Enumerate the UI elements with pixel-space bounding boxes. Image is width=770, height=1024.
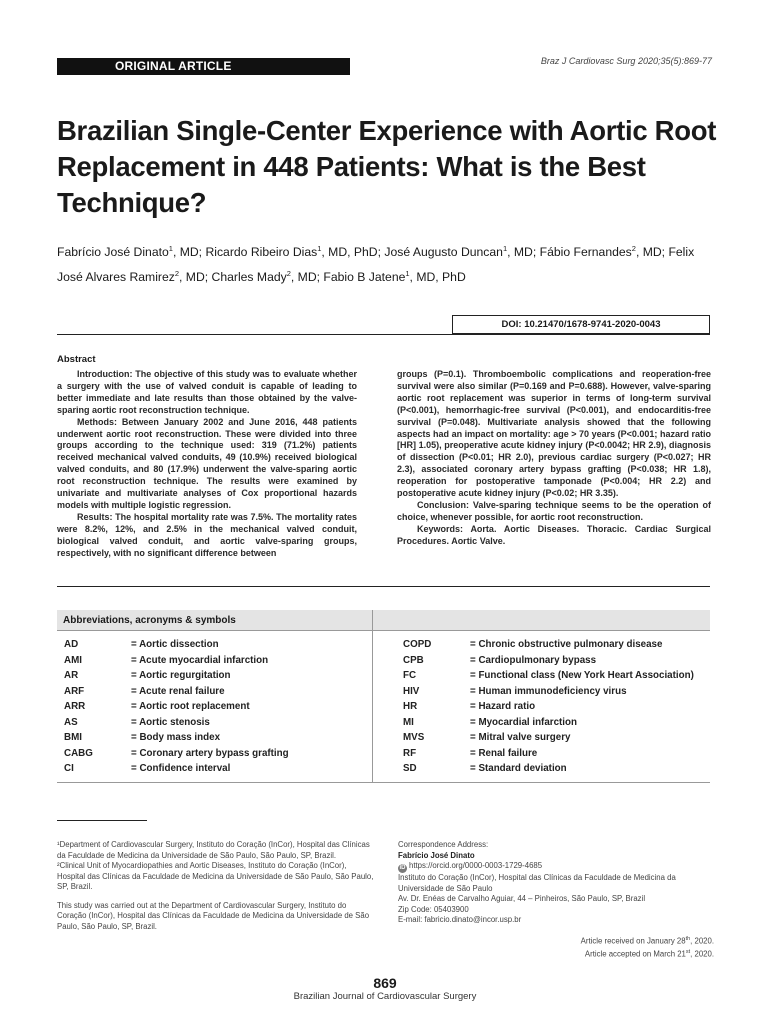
abbreviation-row [64, 730, 289, 746]
abbreviation-definition: = Cardiopulmonary bypass [470, 654, 597, 666]
correspondence-street: Av. Dr. Enéas de Carvalho Aguiar, 44 – Pinheiros, São Paulo, SP, Brazil [398, 894, 646, 903]
author: Felix José Alvares Ramirez$^2$, MD; [57, 245, 695, 285]
abbreviation-code: ARF [64, 685, 85, 697]
accepted-date: Article accepted on March 21st, 2020. [584, 948, 714, 959]
abbreviation-code: FC [403, 670, 417, 681]
abbreviation-definition: = Standard deviation [470, 763, 567, 774]
abbreviation-row [403, 715, 694, 731]
abbreviation-definition: = Renal failure [470, 747, 538, 759]
abbreviation-code: MVS [403, 732, 425, 743]
abbreviation-row [403, 746, 694, 762]
orcid-icon: iD [399, 865, 406, 871]
abbreviation-code: AMI [64, 654, 82, 666]
footnote-rule [57, 820, 147, 821]
correspondence-name: Fabrício José Dinato [398, 850, 475, 860]
abbreviation-code: AS [64, 716, 78, 728]
abbreviation-row [403, 684, 694, 700]
abstract-right-column [397, 369, 711, 548]
abbreviation-code: COPD [403, 639, 432, 650]
abbreviation-definition: = Myocardial infarction [470, 716, 577, 728]
abbreviation-code: RF [403, 747, 417, 759]
abbreviation-definition: = Human immunodeficiency virus [470, 685, 627, 697]
correspondence-email[interactable]: E-mail: fabricio.dinato@incor.usp.br [398, 915, 522, 924]
abbreviation-row [403, 730, 694, 746]
abbreviation-code: SD [403, 763, 417, 774]
author: José Augusto Duncan$^1$, MD; [384, 244, 540, 260]
author: Fábio Fernandes$^2$, MD; [539, 244, 669, 260]
correspondence-label: Correspondence Address: [398, 840, 489, 849]
footer-journal-name: Brazilian Journal of Cardiovascular Surgery [293, 991, 477, 1002]
abstract-introduction: Introduction: The objective of this study was to evaluate whether a surgery with the use of valved conduit is capable of leading to better immediate and late results than those obtained by the valve-sparing aortic root reconstruction technique. [57, 369, 357, 415]
author: Fabrício José Dinato$^1$, MD; [57, 244, 206, 260]
abbreviation-definition: = Aortic dissection [131, 639, 219, 650]
abbreviation-code: BMI [64, 732, 82, 743]
article-title: Brazilian Single-Center Experience with Aortic Root Replacement in 448 Patients: What is the Best Technique? [57, 115, 717, 218]
correspondence-zip: Zip Code: 05403900 [398, 904, 469, 914]
abbreviation-definition: = Chronic obstructive pulmonary disease [470, 639, 663, 650]
author: Fabio B Jatene$^1$, MD, PhD [323, 269, 466, 285]
abbreviation-code: CI [64, 763, 74, 774]
abbreviation-code: MI [403, 716, 414, 728]
correspondence-block [398, 840, 714, 960]
abbreviations-left-list [64, 637, 289, 777]
abstract-results-continued: groups (P=0.1). Thromboembolic complications and reoperation-free survival were also similar (P=0.169 and P=0.688). However, valve-sparing aortic root replacement was superior in terms of long-term survival (P<0.001), hemorrhagic-free survival (P<0.001), and endocarditis-free survival (P=0.048). Multivariate analysis showed that the following aspects had an impact on mortality: age > 70 years (P<0.001; hazard ratio [HR] 1.05), preoperative acute kidney injury (P<0.0042; HR 2.9), diagnosis of dissection (P<0.01; HR 2.0), previous cardiac surgery (P<0.027; HR 2.3), associated coronary artery bypass grafting (P<0.038; HR 1.8), reoperation for postoperative tamponade (P<0.004; HR 2.2) and postoperative acute kidney injury (P<0.02; HR 3.35). [397, 369, 711, 499]
column-divider [372, 610, 373, 782]
received-date: Article received on January 28th, 2020. [580, 935, 714, 946]
author: Charles Mady$^2$, MD; [211, 269, 324, 285]
article-type-badge: ORIGINAL ARTICLE [57, 58, 350, 75]
abbreviation-definition: = Aortic regurgitation [131, 670, 231, 681]
orcid-line[interactable] [398, 861, 714, 873]
abbreviation-code: HR [403, 701, 418, 712]
abbreviation-row [403, 668, 694, 684]
correspondence-institution: Instituto do Coração (InCor), Hospital das Clínicas da Faculdade de Medicina da Universidade de São Paulo [398, 873, 676, 893]
abbreviations-right-list [403, 637, 694, 777]
abbreviations-heading: Abbreviations, acronyms & symbols [57, 610, 710, 631]
abbreviation-definition: = Mitral valve surgery [470, 732, 571, 743]
abbreviation-row [403, 653, 694, 669]
abbreviation-definition: = Acute myocardial infarction [131, 654, 269, 666]
abbreviation-code: AD [64, 639, 79, 650]
journal-citation: Braz J Cardiovasc Surg 2020;35(5):869-77 [540, 56, 712, 66]
abbreviation-row [64, 746, 289, 762]
abbreviation-row [64, 699, 289, 715]
abbreviation-definition: = Hazard ratio [470, 701, 536, 712]
abbreviation-row [64, 715, 289, 731]
divider [57, 586, 710, 587]
divider [57, 334, 710, 335]
divider [57, 782, 710, 783]
affiliation-2: ²Clinical Unit of Myocardiopathies and Aortic Diseases, Instituto do Coração (InCor), Hospital das Clínicas da Faculdade de Medicina da Universidade de São Paulo, São Paulo, SP, Brazil. [57, 861, 374, 891]
abbreviation-definition: = Functional class (New York Heart Association) [470, 670, 694, 681]
abbreviation-code: CPB [403, 654, 424, 666]
abbreviation-row [64, 653, 289, 669]
orcid-link[interactable]: https://orcid.org/0000-0003-1729-4685 [409, 861, 543, 870]
abbreviation-row [403, 761, 694, 777]
abbreviation-definition: = Coronary artery bypass grafting [131, 747, 289, 759]
abbreviation-row [64, 684, 289, 700]
abstract-methods: Methods: Between January 2002 and June 2016, 448 patients underwent aortic root reconstruction. These were divided into three groups according to the technique used: 319 (71.2%) patients received mechanical valved conduits, 49 (10.9%) received biological valved conduits, and 80 (17.9%) underwent the valve-sparing aortic root reconstruction technique. The results were examined by univariate and multivariate analyses of Cox proportional hazards models with multiple logistic regression. [57, 416, 357, 510]
abbreviation-row [64, 761, 289, 777]
abbreviation-code: ARR [64, 701, 86, 712]
abbreviation-definition: = Acute renal failure [131, 685, 225, 697]
abbreviation-definition: = Aortic root replacement [131, 701, 250, 712]
abbreviation-definition: = Aortic stenosis [131, 716, 210, 728]
abbreviation-row [64, 637, 289, 653]
affiliation-1: ¹Department of Cardiovascular Surgery, Instituto do Coração (InCor), Hospital das Clínicas da Faculdade de Medicina da Universidade de São Paulo, São Paulo, SP, Brazil. [57, 840, 370, 860]
author-list [57, 238, 717, 288]
abstract-left-column [57, 369, 357, 560]
abbreviation-row [403, 699, 694, 715]
abstract-heading: Abstract [57, 354, 96, 365]
abbreviation-definition: = Body mass index [131, 732, 221, 743]
abbreviation-definition: = Confidence interval [131, 763, 231, 774]
page-number: 869 [373, 975, 397, 991]
abbreviation-row [403, 637, 694, 653]
doi-box[interactable]: DOI: 10.21470/1678-9741-2020-0043 [452, 315, 710, 334]
affiliations-footnotes [57, 840, 374, 940]
abbreviation-code: CABG [64, 747, 93, 759]
abstract-results: Results: The hospital mortality rate was 7.5%. The mortality rates were 8.2%, 12%, and 2.5% in the mechanical valved conduit, biological valved conduit, and aortic valve-sparing groups, respectively, with no significant difference between [57, 511, 357, 558]
abstract-keywords: Keywords: Aorta. Aortic Diseases. Thoracic. Cardiac Surgical Procedures. Aortic Valve. [397, 523, 711, 546]
study-note: This study was carried out at the Department of Cardiovascular Surgery, Instituto do Coração (InCor), Hospital das Clínicas da Faculdade de Medicina da Universidade de São Paulo, São Paulo, SP, Brazil. [57, 900, 370, 931]
abbreviation-code: AR [64, 670, 79, 681]
abbreviation-row [64, 668, 289, 684]
author: Ricardo Ribeiro Dias$^1$, MD, PhD; [205, 244, 385, 260]
abstract-conclusion: Conclusion: Valve-sparing technique seems to be the operation of choice, whenever possible, for aortic root reconstruction. [397, 499, 711, 522]
abbreviation-code: HIV [403, 685, 420, 697]
